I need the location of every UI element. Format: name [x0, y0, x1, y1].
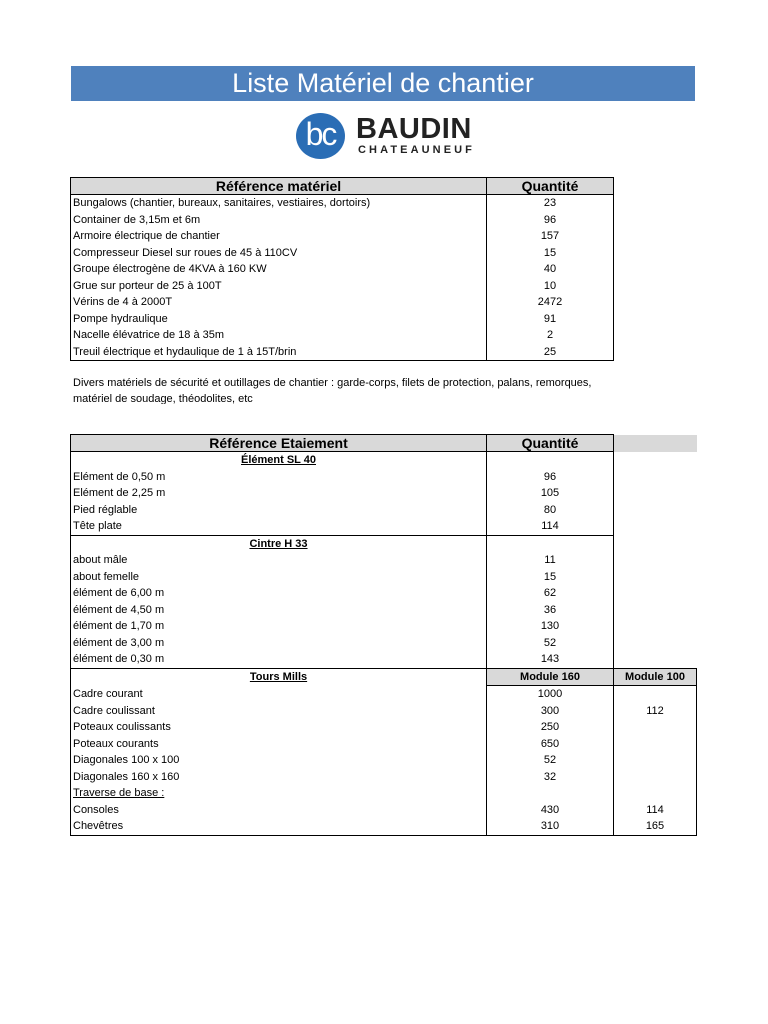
header-reference: Référence Etaiement	[71, 435, 487, 452]
row-qty-2	[614, 752, 697, 769]
row-label: élément de 3,00 m	[71, 635, 487, 652]
table-row	[71, 602, 697, 619]
row-qty: 157	[487, 228, 614, 245]
row-label: élément de 6,00 m	[71, 585, 487, 602]
row-qty: 143	[487, 651, 614, 668]
empty-cell	[614, 651, 697, 668]
table-row	[71, 752, 697, 769]
row-qty: 36	[487, 602, 614, 619]
empty-cell	[614, 518, 697, 535]
row-qty-2: 114	[614, 802, 697, 819]
row-qty: 32	[487, 769, 614, 786]
row-qty-2	[614, 736, 697, 753]
table-row	[71, 552, 697, 569]
table-row	[71, 344, 614, 361]
row-qty: 96	[487, 212, 614, 229]
row-qty: 91	[487, 311, 614, 328]
row-label: Vérins de 4 à 2000T	[71, 294, 487, 311]
table-row	[71, 327, 614, 344]
row-qty: 23	[487, 195, 614, 212]
row-qty: 310	[487, 818, 614, 835]
row-label: Armoire électrique de chantier	[71, 228, 487, 245]
empty-cell	[614, 452, 697, 469]
row-qty: 2	[487, 327, 614, 344]
table-row	[71, 245, 614, 262]
empty-cell	[614, 435, 697, 452]
empty-cell	[614, 469, 697, 486]
empty-cell	[614, 585, 697, 602]
empty-cell	[487, 535, 614, 552]
table-row	[71, 518, 697, 535]
row-label: Elément de 2,25 m	[71, 485, 487, 502]
table-row	[71, 802, 697, 819]
shoring-table	[70, 434, 697, 836]
section-label-text: Élément SL 40	[241, 454, 316, 467]
row-label: Elément de 0,50 m	[71, 469, 487, 486]
table-row	[71, 469, 697, 486]
section-row	[71, 668, 697, 686]
table-row	[71, 635, 697, 652]
row-qty: 105	[487, 485, 614, 502]
row-label: Grue sur porteur de 25 à 100T	[71, 278, 487, 295]
row-label: Container de 3,15m et 6m	[71, 212, 487, 229]
row-qty	[487, 785, 614, 802]
row-qty-2: 112	[614, 703, 697, 720]
table-row	[71, 719, 697, 736]
row-qty: 96	[487, 469, 614, 486]
table-row	[71, 769, 697, 786]
row-qty: 650	[487, 736, 614, 753]
row-qty: 62	[487, 585, 614, 602]
subheader-module-160: Module 160	[487, 668, 614, 686]
row-label: Cadre courant	[71, 686, 487, 703]
row-qty: 300	[487, 703, 614, 720]
row-label: about mâle	[71, 552, 487, 569]
table-row	[71, 278, 614, 295]
table-row	[71, 585, 697, 602]
row-label: Poteaux coulissants	[71, 719, 487, 736]
logo-mark: bc	[296, 113, 345, 159]
table-header	[71, 435, 697, 452]
empty-cell	[614, 535, 697, 552]
page-title: Liste Matériel de chantier	[71, 66, 695, 101]
logo-subtitle: CHATEAUNEUF	[358, 144, 476, 156]
company-logo	[296, 113, 486, 159]
section-label	[71, 535, 487, 552]
row-qty-2	[614, 719, 697, 736]
empty-cell	[487, 452, 614, 469]
empty-cell	[614, 485, 697, 502]
row-qty-2	[614, 769, 697, 786]
empty-cell	[614, 552, 697, 569]
row-label: Groupe électrogène de 4KVA à 160 KW	[71, 261, 487, 278]
section-label-text: Tours Mills	[249, 671, 308, 683]
row-qty: 15	[487, 569, 614, 586]
row-label: Pompe hydraulique	[71, 311, 487, 328]
row-label: Nacelle élévatrice de 18 à 35m	[71, 327, 487, 344]
row-label: Cadre coulissant	[71, 703, 487, 720]
row-qty: 52	[487, 635, 614, 652]
table-row	[71, 618, 697, 635]
row-label: élément de 0,30 m	[71, 651, 487, 668]
section-label	[71, 668, 487, 686]
table-row	[71, 212, 614, 229]
row-qty-2	[614, 785, 697, 802]
row-label: Tête plate	[71, 518, 487, 535]
row-label: élément de 1,70 m	[71, 618, 487, 635]
empty-cell	[614, 635, 697, 652]
row-label: Chevêtres	[71, 818, 487, 835]
row-label: Diagonales 100 x 100	[71, 752, 487, 769]
row-qty: 40	[487, 261, 614, 278]
row-qty: 130	[487, 618, 614, 635]
materials-table	[70, 177, 614, 361]
row-label: élément de 4,50 m	[71, 602, 487, 619]
row-qty: 2472	[487, 294, 614, 311]
table-row	[71, 818, 697, 835]
table-row	[71, 785, 697, 802]
row-label: Treuil électrique et hydaulique de 1 à 15T/brin	[71, 344, 487, 361]
logo-brand: BAUDIN	[356, 113, 472, 145]
header-quantity: Quantité	[487, 178, 614, 195]
section-label-text: Cintre H 33	[249, 537, 308, 550]
row-label: Bungalows (chantier, bureaux, sanitaires, vestiaires, dortoirs)	[71, 195, 487, 212]
row-qty: 80	[487, 502, 614, 519]
row-qty-2	[614, 686, 697, 703]
section-label	[71, 452, 487, 469]
table-row	[71, 485, 697, 502]
row-qty: 10	[487, 278, 614, 295]
row-qty: 430	[487, 802, 614, 819]
row-qty: 1000	[487, 686, 614, 703]
table-row	[71, 686, 697, 703]
subheader-module-100: Module 100	[614, 668, 697, 686]
table-row	[71, 502, 697, 519]
empty-cell	[614, 602, 697, 619]
section-row	[71, 452, 697, 469]
row-label: Diagonales 160 x 160	[71, 769, 487, 786]
table-row	[71, 736, 697, 753]
row-label: Pied réglable	[71, 502, 487, 519]
section-row	[71, 535, 697, 552]
empty-cell	[614, 618, 697, 635]
row-qty: 11	[487, 552, 614, 569]
row-label: Compresseur Diesel sur roues de 45 à 110CV	[71, 245, 487, 262]
table-row	[71, 261, 614, 278]
row-label: about femelle	[71, 569, 487, 586]
row-label-text: Traverse de base :	[73, 787, 165, 800]
table-row	[71, 228, 614, 245]
table-row	[71, 569, 697, 586]
row-qty-2: 165	[614, 818, 697, 835]
row-qty: 15	[487, 245, 614, 262]
note-text: Divers matériels de sécurité et outillages de chantier : garde-corps, filets de protection, palans, remorques, matériel de soudage, théodolites, etc	[73, 377, 592, 404]
row-label	[71, 785, 487, 802]
header-quantity: Quantité	[487, 435, 614, 452]
table-header	[71, 178, 614, 195]
empty-cell	[614, 502, 697, 519]
row-qty: 52	[487, 752, 614, 769]
table-row	[71, 311, 614, 328]
table-row	[71, 294, 614, 311]
row-qty: 250	[487, 719, 614, 736]
table-row	[71, 195, 614, 212]
empty-cell	[614, 569, 697, 586]
row-label: Consoles	[71, 802, 487, 819]
row-qty: 114	[487, 518, 614, 535]
row-qty: 25	[487, 344, 614, 361]
table-row	[71, 703, 697, 720]
table-row	[71, 651, 697, 668]
row-label: Poteaux courants	[71, 736, 487, 753]
header-reference: Référence matériel	[71, 178, 487, 195]
